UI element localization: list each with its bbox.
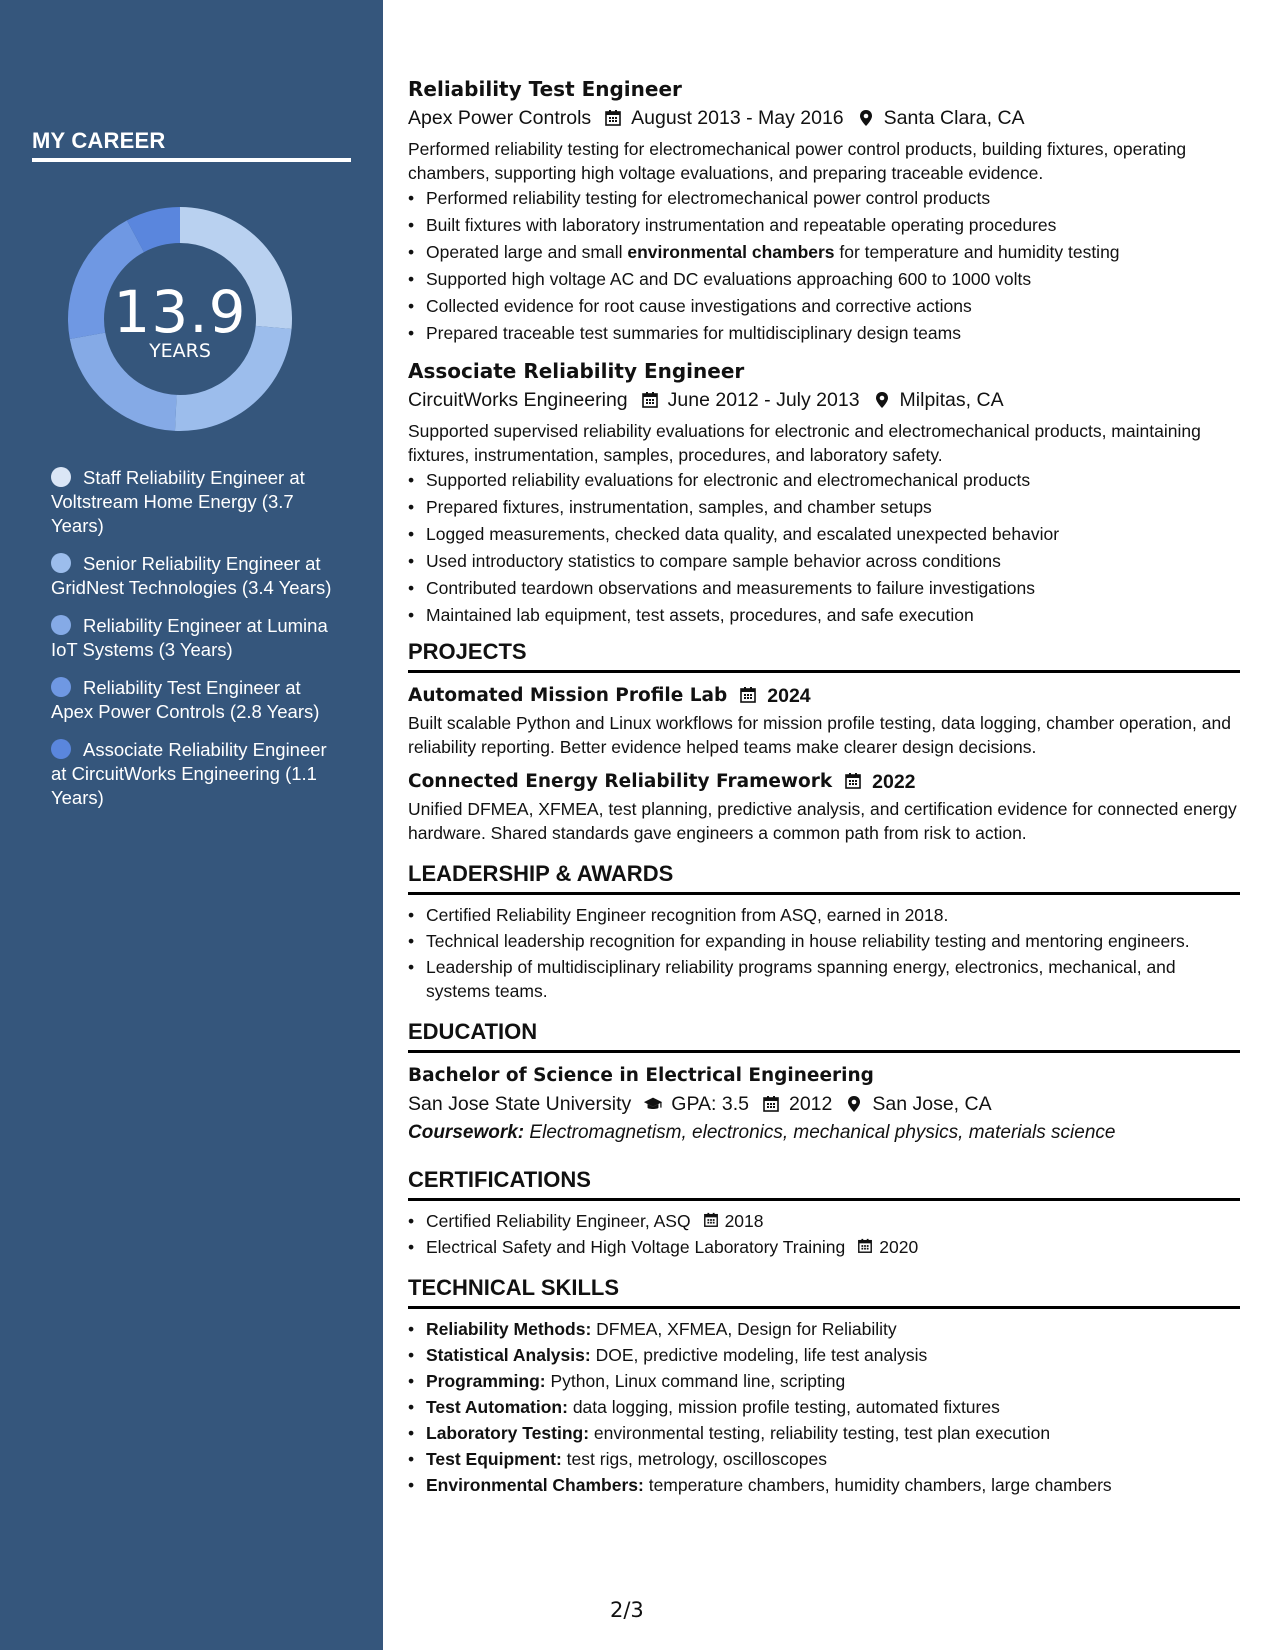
coursework-label: Coursework: (408, 1122, 525, 1143)
skill-label: Laboratory Testing: (426, 1423, 590, 1443)
job-bullet (408, 548, 1240, 575)
project-entry (408, 683, 1240, 759)
project-entry (408, 769, 1240, 845)
job-bullet (408, 467, 1240, 494)
degree-title: Bachelor of Science in Electrical Engineering (408, 1065, 874, 1086)
skill-value: data logging, mission profile testing, automated fixtures (572, 1397, 1000, 1417)
location-pin-icon (856, 108, 876, 128)
job-meta (408, 385, 1240, 415)
leadership-item: • Technical leadership recognition for expanding in house reliability testing and mentoring engineers. (408, 929, 1240, 953)
job-entry (408, 75, 1240, 347)
bullet-text: Prepared fixtures, instrumentation, samples, and chamber setups (426, 497, 932, 517)
skill-value: environmental testing, reliability testing, test plan execution (593, 1423, 1051, 1443)
skill-label: Reliability Methods: (426, 1319, 592, 1339)
skill-item (408, 1473, 1240, 1497)
job-bullet (408, 266, 1240, 293)
bullet-bold-text: environmental chambers (627, 242, 835, 262)
skill-value: DOE, predictive modeling, life test analysis (595, 1345, 928, 1365)
legend-item (51, 552, 341, 600)
project-title-row (408, 683, 1240, 709)
company-name: Apex Power Controls (408, 107, 592, 129)
job-dates: June 2012 - July 2013 (667, 389, 860, 411)
calendar-icon (703, 1212, 721, 1230)
legend-dot-icon (51, 677, 71, 697)
skill-item (408, 1369, 1240, 1393)
bullet-text: Supported reliability evaluations for electronic and electromechanical products (426, 470, 1031, 490)
job-meta (408, 103, 1240, 133)
sidebar-divider (32, 158, 351, 162)
job-bullet (408, 239, 1240, 266)
leadership-item: • Leadership of multidisciplinary reliability programs spanning energy, electronics, mechanical, and systems teams. (408, 955, 1240, 1003)
bullet-text: Used introductory statistics to compare sample behavior across conditions (426, 551, 1001, 571)
bullet-text: for temperature and humidity testing (834, 242, 1120, 262)
skills-list (408, 1317, 1240, 1497)
skill-label: Test Equipment: (426, 1449, 562, 1469)
projects-heading: PROJECTS (408, 637, 1240, 673)
legend-label: Associate Reliability Engineer at CircuitWorks Engineering (1.1 Years) (51, 739, 327, 808)
job-location: Milpitas, CA (899, 389, 1004, 411)
company-name: CircuitWorks Engineering (408, 389, 628, 411)
school-name: San Jose State University (408, 1093, 632, 1115)
certification-year: 2018 (724, 1211, 764, 1231)
education-heading: EDUCATION (408, 1017, 1240, 1053)
page-number: 2/3 (610, 1598, 644, 1622)
sidebar-title: MY CAREER (32, 128, 166, 153)
bullet-text: Performed reliability testing for electromechanical power control products (426, 188, 991, 208)
gpa: GPA: 3.5 (671, 1093, 749, 1115)
bullet-text: Logged measurements, checked data quality, and escalated unexpected behavior (426, 524, 1060, 544)
skill-item (408, 1395, 1240, 1419)
legend-dot-icon (51, 739, 71, 759)
calendar-icon (640, 390, 660, 410)
legend-item (51, 466, 341, 538)
certification-name: • Certified Reliability Engineer, ASQ (426, 1211, 691, 1231)
legend-item (51, 676, 341, 724)
legend-dot-icon (51, 467, 71, 487)
total-years-caption: YEARS (149, 340, 211, 362)
career-legend (51, 466, 341, 824)
job-bullet (408, 293, 1240, 320)
bullet-text: Prepared traceable test summaries for multidisciplinary design teams (426, 323, 961, 343)
certifications-heading: CERTIFICATIONS (408, 1165, 1240, 1201)
location-pin-icon (844, 1094, 864, 1114)
skill-item (408, 1421, 1240, 1445)
job-title: Reliability Test Engineer (408, 77, 682, 101)
skill-label: Statistical Analysis: (426, 1345, 591, 1365)
legend-item (51, 614, 341, 662)
skill-value: temperature chambers, humidity chambers, large chambers (648, 1475, 1112, 1495)
project-description: Unified DFMEA, XFMEA, test planning, predictive analysis, and certification evidence for connected energy hardware. Shared standards gave engineers a common path from risk to action. (408, 799, 1237, 843)
school-location: San Jose, CA (872, 1093, 992, 1115)
legend-dot-icon (51, 615, 71, 635)
certification-name: • Electrical Safety and High Voltage Laboratory Training (426, 1237, 846, 1257)
project-year: 2024 (767, 685, 811, 707)
legend-label: Staff Reliability Engineer at Voltstream Home Energy (3.7 Years) (51, 467, 305, 536)
job-bullet (408, 320, 1240, 347)
skill-item (408, 1447, 1240, 1471)
skill-label: Test Automation: (426, 1397, 568, 1417)
total-years-value: 13.9 (113, 278, 247, 346)
certification-item (408, 1235, 1240, 1259)
job-summary: Supported supervised reliability evaluations for electronic and electromechanical products, maintaining fixtures, instrumentation, samples, procedures, and laboratory safety. (408, 421, 1201, 465)
job-bullet (408, 602, 1240, 629)
skill-item (408, 1317, 1240, 1341)
bullet-text: Collected evidence for root cause investigations and corrective actions (426, 296, 972, 316)
job-bullet (408, 494, 1240, 521)
leadership-heading: LEADERSHIP & AWARDS (408, 859, 1240, 895)
skills-heading: TECHNICAL SKILLS (408, 1273, 1240, 1309)
bullet-text: Maintained lab equipment, test assets, procedures, and safe execution (426, 605, 974, 625)
graduation-year: 2012 (788, 1093, 833, 1115)
job-title: Associate Reliability Engineer (408, 359, 745, 383)
project-description: Built scalable Python and Linux workflows for mission profile testing, data logging, chamber operation, and reliability reporting. Better evidence helped teams make clearer design decisions. (408, 713, 1231, 757)
project-title: Automated Mission Profile Lab (408, 685, 728, 706)
job-bullet (408, 212, 1240, 239)
skill-value: Python, Linux command line, scripting (550, 1371, 846, 1391)
project-title-row (408, 769, 1240, 795)
leadership-item: • Certified Reliability Engineer recognition from ASQ, earned in 2018. (408, 903, 1240, 927)
legend-item (51, 738, 341, 810)
legend-dot-icon (51, 553, 71, 573)
bullet-text: Supported high voltage AC and DC evaluations approaching 600 to 1000 volts (426, 269, 1032, 289)
bullet-text: Contributed teardown observations and measurements to failure investigations (426, 578, 1035, 598)
job-bullets (408, 467, 1240, 629)
project-title: Connected Energy Reliability Framework (408, 771, 833, 792)
skill-label: Environmental Chambers: (426, 1475, 644, 1495)
skill-value: DFMEA, XFMEA, Design for Reliability (596, 1319, 897, 1339)
skill-label: Programming: (426, 1371, 546, 1391)
certification-row (426, 1209, 1240, 1233)
calendar-icon (857, 1238, 875, 1256)
legend-label: Reliability Test Engineer at Apex Power Controls (2.8 Years) (51, 677, 320, 722)
calendar-icon (739, 686, 759, 706)
education-meta (408, 1089, 1240, 1119)
resume-main (408, 75, 1240, 1499)
calendar-icon (603, 108, 623, 128)
job-bullet (408, 521, 1240, 548)
skill-item (408, 1343, 1240, 1367)
job-dates: August 2013 - May 2016 (631, 107, 844, 129)
job-location: Santa Clara, CA (883, 107, 1025, 129)
calendar-icon (844, 772, 864, 792)
graduation-cap-icon (643, 1094, 663, 1114)
job-bullet (408, 575, 1240, 602)
bullet-text: Operated large and small (426, 242, 628, 262)
legend-label: Senior Reliability Engineer at GridNest Technologies (3.4 Years) (51, 553, 332, 598)
job-entry (408, 357, 1240, 629)
certification-row (426, 1235, 1240, 1259)
career-sidebar (0, 0, 383, 1650)
job-summary: Performed reliability testing for electromechanical power control products, building fixtures, operating chambers, supporting high voltage evaluations, and preparing traceable evidence. (408, 139, 1187, 183)
leadership-list (408, 903, 1240, 1003)
certification-item (408, 1209, 1240, 1233)
certifications-list (408, 1209, 1240, 1259)
job-bullet (408, 185, 1240, 212)
coursework-list: Electromagnetism, electronics, mechanical physics, materials science (529, 1122, 1116, 1143)
legend-label: Reliability Engineer at Lumina IoT Systems (3 Years) (51, 615, 328, 660)
coursework (408, 1119, 1240, 1147)
location-pin-icon (872, 390, 892, 410)
job-bullets (408, 185, 1240, 347)
skill-value: test rigs, metrology, oscilloscopes (566, 1449, 828, 1469)
project-year: 2022 (872, 771, 916, 793)
certification-year: 2020 (879, 1237, 919, 1257)
calendar-icon (761, 1094, 781, 1114)
bullet-text: Built fixtures with laboratory instrumentation and repeatable operating procedures (426, 215, 1057, 235)
